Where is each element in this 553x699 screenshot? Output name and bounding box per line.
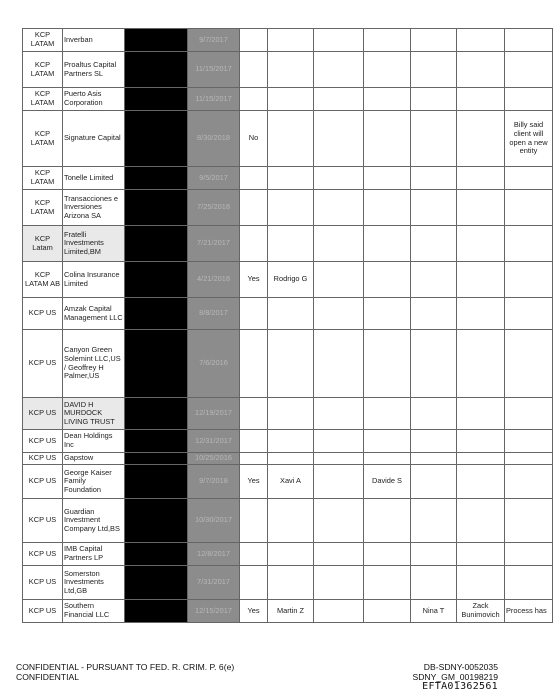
redacted-block (125, 226, 188, 262)
table-row (23, 111, 553, 167)
response-cell: Yes (240, 600, 268, 623)
banker-cell: Rodrigo G (268, 262, 314, 298)
response-cell (240, 499, 268, 543)
banker-cell (268, 499, 314, 543)
contact-cell (364, 430, 411, 453)
group-cell: KCP US (23, 430, 63, 453)
group-cell: KCP US (23, 398, 63, 430)
date-cell: 10/25/2016 (188, 453, 240, 465)
comment-cell (505, 167, 553, 190)
redacted-block (125, 190, 188, 226)
comment-cell (505, 262, 553, 298)
banker-cell (268, 453, 314, 465)
contact-cell (457, 88, 505, 111)
response-cell (240, 52, 268, 88)
blank-cell (314, 453, 364, 465)
client-table (22, 28, 553, 623)
confidential-line-2: CONFIDENTIAL (16, 672, 80, 682)
date-cell: 10/30/2017 (188, 499, 240, 543)
redacted-block (125, 29, 188, 52)
contact-cell (457, 111, 505, 167)
redacted-block (125, 88, 188, 111)
blank-cell (314, 88, 364, 111)
group-cell: KCP LATAM (23, 167, 63, 190)
group-cell: KCP US (23, 499, 63, 543)
contact-cell (364, 52, 411, 88)
group-cell: KCP LATAM (23, 29, 63, 52)
table-row (23, 262, 553, 298)
date-cell: 9/5/2017 (188, 167, 240, 190)
response-cell: Yes (240, 262, 268, 298)
redacted-block (125, 298, 188, 330)
group-cell: KCP Latam (23, 226, 63, 262)
entity-name-cell: Somerston Investments Ltd,GB (63, 566, 125, 600)
table-row (23, 543, 553, 566)
blank-cell (314, 566, 364, 600)
group-cell: KCP US (23, 298, 63, 330)
date-cell: 7/25/2018 (188, 190, 240, 226)
contact-cell (364, 298, 411, 330)
comment-cell (505, 543, 553, 566)
response-cell (240, 298, 268, 330)
redacted-block (125, 499, 188, 543)
response-cell (240, 543, 268, 566)
entity-name-cell: Canyon Green Solemint LLC,US / Geoffrey H Palmer,US (63, 330, 125, 398)
blank-cell (314, 29, 364, 52)
contact-cell (411, 167, 457, 190)
entity-name-cell: George Kaiser Family Foundation (63, 465, 125, 499)
entity-name-cell: Tonelle Limited (63, 167, 125, 190)
contact-cell (457, 453, 505, 465)
comment-cell (505, 499, 553, 543)
contact-cell (457, 330, 505, 398)
confidentiality-notice (16, 662, 234, 682)
response-cell (240, 430, 268, 453)
contact-cell (411, 453, 457, 465)
blank-cell (314, 330, 364, 398)
comment-cell: Billy said client will open a new entity (505, 111, 553, 167)
entity-name-cell: Guardian Investment Company Ltd,BS (63, 499, 125, 543)
date-cell: 4/21/2018 (188, 262, 240, 298)
contact-cell (411, 330, 457, 398)
entity-name-cell: Amzak Capital Management LLC (63, 298, 125, 330)
contact-cell (364, 330, 411, 398)
contact-cell (364, 167, 411, 190)
banker-cell (268, 226, 314, 262)
table-row (23, 52, 553, 88)
contact-cell (457, 499, 505, 543)
blank-cell (314, 499, 364, 543)
contact-cell (411, 398, 457, 430)
contact-cell (411, 430, 457, 453)
table-row (23, 29, 553, 52)
contact-cell (364, 543, 411, 566)
entity-name-cell: Gapstow (63, 453, 125, 465)
date-cell: 7/31/2017 (188, 566, 240, 600)
contact-cell (457, 29, 505, 52)
redacted-block (125, 330, 188, 398)
comment-cell (505, 398, 553, 430)
bates-sdny: SDNY_GM_00198219 (412, 672, 498, 682)
response-cell: Yes (240, 465, 268, 499)
date-cell: 7/6/2016 (188, 330, 240, 398)
bates-numbers (412, 662, 498, 692)
group-cell: KCP LATAM (23, 52, 63, 88)
contact-cell (411, 566, 457, 600)
contact-cell (364, 29, 411, 52)
confidential-line-1: CONFIDENTIAL - PURSUANT TO FED. R. CRIM. P. 6(e) (16, 662, 235, 672)
comment-cell (505, 453, 553, 465)
entity-name-cell: Transacciones e Inversiones Arizona SA (63, 190, 125, 226)
entity-name-cell: Signature Capital (63, 111, 125, 167)
comment-cell (505, 88, 553, 111)
group-cell: KCP LATAM (23, 88, 63, 111)
date-cell: 12/19/2017 (188, 398, 240, 430)
blank-cell (314, 52, 364, 88)
entity-name-cell: Dean Holdings Inc (63, 430, 125, 453)
redacted-block (125, 111, 188, 167)
contact-cell (364, 111, 411, 167)
table-row (23, 226, 553, 262)
response-cell (240, 88, 268, 111)
bates-efta: EFTA01362561 (422, 681, 498, 692)
comment-cell (505, 566, 553, 600)
contact-cell (457, 190, 505, 226)
response-cell (240, 566, 268, 600)
blank-cell (314, 262, 364, 298)
contact-cell (411, 190, 457, 226)
contact-cell (457, 465, 505, 499)
entity-name-cell: Colina Insurance Limited (63, 262, 125, 298)
contact-cell (364, 398, 411, 430)
response-cell (240, 398, 268, 430)
response-cell (240, 330, 268, 398)
redacted-block (125, 167, 188, 190)
banker-cell (268, 398, 314, 430)
contact-cell (411, 226, 457, 262)
group-cell: KCP LATAM AB (23, 262, 63, 298)
blank-cell (314, 226, 364, 262)
contact-cell (364, 262, 411, 298)
contact-cell: Davide S (364, 465, 411, 499)
redacted-block (125, 52, 188, 88)
table-row (23, 190, 553, 226)
banker-cell (268, 190, 314, 226)
table-body (23, 29, 553, 623)
contact-cell (457, 167, 505, 190)
comment-cell (505, 330, 553, 398)
date-cell: 8/8/2017 (188, 298, 240, 330)
entity-name-cell: Southern Financial LLC (63, 600, 125, 623)
banker-cell (268, 298, 314, 330)
table-row (23, 398, 553, 430)
comment-cell (505, 226, 553, 262)
contact-cell (457, 298, 505, 330)
entity-name-cell: Proaltus Capital Partners SL (63, 52, 125, 88)
group-cell: KCP US (23, 600, 63, 623)
banker-cell (268, 566, 314, 600)
comment-cell (505, 52, 553, 88)
contact-cell (411, 29, 457, 52)
table-row (23, 430, 553, 453)
entity-name-cell: Puerto Asis Corporation (63, 88, 125, 111)
comment-cell (505, 29, 553, 52)
banker-cell (268, 330, 314, 398)
contact-cell: Nina T (411, 600, 457, 623)
redacted-block (125, 543, 188, 566)
blank-cell (314, 190, 364, 226)
table-row (23, 465, 553, 499)
response-cell (240, 29, 268, 52)
contact-cell (364, 190, 411, 226)
table-row (23, 566, 553, 600)
comment-cell (505, 190, 553, 226)
group-cell: KCP US (23, 453, 63, 465)
date-cell: 11/15/2017 (188, 88, 240, 111)
table-row (23, 600, 553, 623)
entity-name-cell: Fratelli Investments Limited,BM (63, 226, 125, 262)
contact-cell (364, 566, 411, 600)
blank-cell (314, 430, 364, 453)
blank-cell (314, 600, 364, 623)
redacted-block (125, 262, 188, 298)
response-cell (240, 167, 268, 190)
banker-cell: Martin Z (268, 600, 314, 623)
contact-cell (457, 430, 505, 453)
banker-cell (268, 88, 314, 111)
response-cell (240, 453, 268, 465)
redacted-block (125, 465, 188, 499)
redacted-block (125, 453, 188, 465)
table-row (23, 330, 553, 398)
contact-cell (411, 543, 457, 566)
date-cell: 9/7/2018 (188, 465, 240, 499)
banker-cell (268, 111, 314, 167)
contact-cell (457, 543, 505, 566)
response-cell (240, 226, 268, 262)
group-cell: KCP US (23, 465, 63, 499)
blank-cell (314, 543, 364, 566)
banker-cell (268, 430, 314, 453)
contact-cell (364, 226, 411, 262)
bates-db: DB-SDNY-0052035 (423, 662, 498, 672)
group-cell: KCP LATAM (23, 190, 63, 226)
blank-cell (314, 167, 364, 190)
date-cell: 9/7/2017 (188, 29, 240, 52)
redacted-block (125, 566, 188, 600)
contact-cell (457, 566, 505, 600)
date-cell: 12/31/2017 (188, 430, 240, 453)
contact-cell (364, 453, 411, 465)
response-cell (240, 190, 268, 226)
blank-cell (314, 111, 364, 167)
comment-cell (505, 430, 553, 453)
contact-cell (457, 398, 505, 430)
redacted-block (125, 398, 188, 430)
blank-cell (314, 398, 364, 430)
entity-name-cell: DAVID H MURDOCK LIVING TRUST (63, 398, 125, 430)
contact-cell (457, 226, 505, 262)
banker-cell: Xavi A (268, 465, 314, 499)
banker-cell (268, 167, 314, 190)
date-cell: 8/30/2018 (188, 111, 240, 167)
contact-cell (364, 600, 411, 623)
table-row (23, 499, 553, 543)
redacted-block (125, 430, 188, 453)
contact-cell (411, 499, 457, 543)
entity-name-cell: IMB Capital Partners LP (63, 543, 125, 566)
contact-cell (364, 88, 411, 111)
comment-cell (505, 298, 553, 330)
banker-cell (268, 29, 314, 52)
date-cell: 7/21/2017 (188, 226, 240, 262)
contact-cell (411, 465, 457, 499)
date-cell: 12/15/2017 (188, 600, 240, 623)
contact-cell (411, 262, 457, 298)
contact-cell: Zack Bunimovich (457, 600, 505, 623)
table-row (23, 88, 553, 111)
contact-cell (411, 298, 457, 330)
group-cell: KCP US (23, 543, 63, 566)
contact-cell (411, 52, 457, 88)
blank-cell (314, 465, 364, 499)
contact-cell (364, 499, 411, 543)
banker-cell (268, 543, 314, 566)
banker-cell (268, 52, 314, 88)
group-cell: KCP LATAM (23, 111, 63, 167)
contact-cell (457, 52, 505, 88)
contact-cell (411, 111, 457, 167)
date-cell: 12/8/2017 (188, 543, 240, 566)
contact-cell (457, 262, 505, 298)
comment-cell: Process has (505, 600, 553, 623)
redacted-block (125, 600, 188, 623)
table-row (23, 298, 553, 330)
date-cell: 11/15/2017 (188, 52, 240, 88)
entity-name-cell: Inverban (63, 29, 125, 52)
blank-cell (314, 298, 364, 330)
response-cell: No (240, 111, 268, 167)
contact-cell (411, 88, 457, 111)
table-row (23, 167, 553, 190)
group-cell: KCP US (23, 330, 63, 398)
table-row (23, 453, 553, 465)
comment-cell (505, 465, 553, 499)
group-cell: KCP US (23, 566, 63, 600)
